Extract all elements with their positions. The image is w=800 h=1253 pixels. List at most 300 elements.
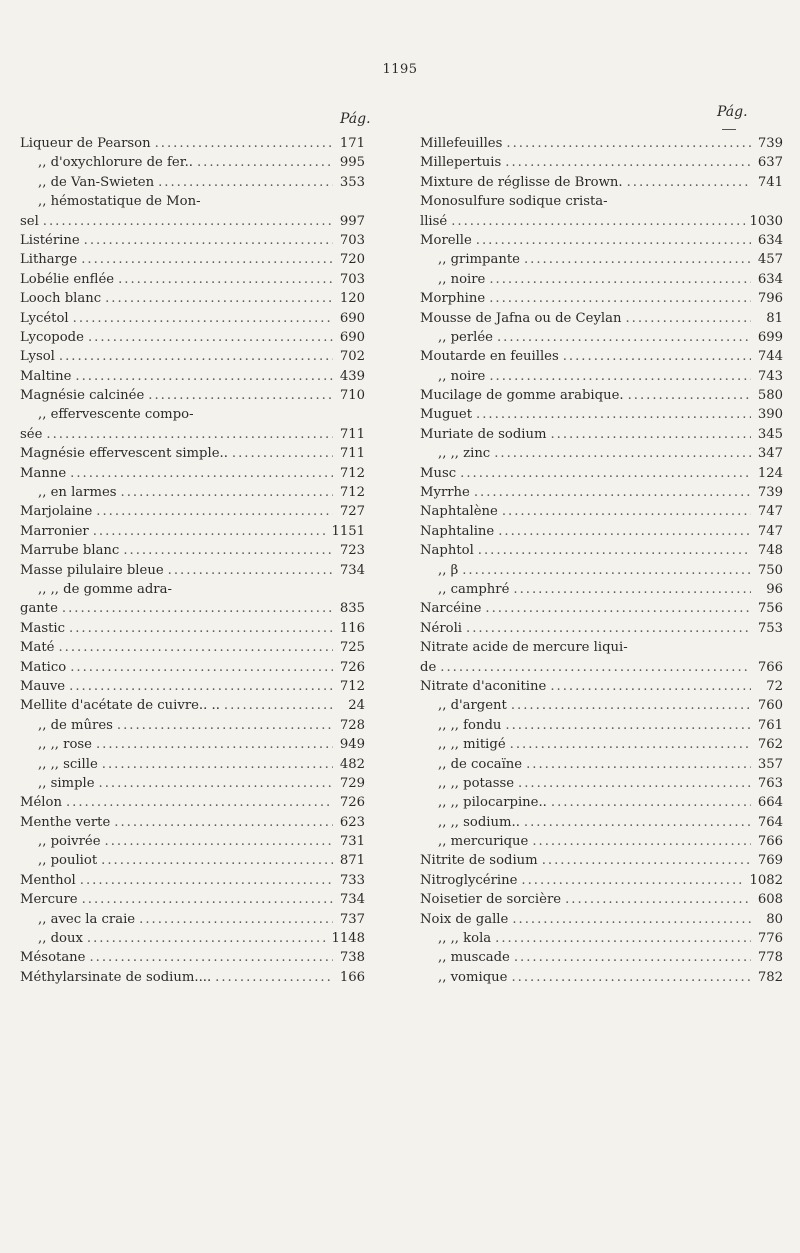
index-entry xyxy=(420,735,783,754)
index-entry xyxy=(420,212,783,231)
index-entry xyxy=(420,425,783,444)
entry-page-number: 664 xyxy=(757,795,783,811)
entry-page-number: 81 xyxy=(766,310,783,326)
index-entry xyxy=(420,716,783,735)
index-entry xyxy=(20,250,365,269)
dot-leader xyxy=(99,774,333,793)
index-entry xyxy=(20,813,365,832)
index-entry xyxy=(20,192,365,211)
index-entry xyxy=(420,231,783,250)
dot-leader xyxy=(158,173,333,192)
entry-page-number: 711 xyxy=(339,446,365,462)
index-entry xyxy=(20,231,365,250)
index-entry xyxy=(20,328,365,347)
entry-page-number: 1030 xyxy=(749,213,783,229)
dot-leader xyxy=(101,851,333,870)
header-rule xyxy=(722,129,736,130)
dot-leader xyxy=(505,153,751,172)
dot-leader xyxy=(476,405,751,424)
dot-leader xyxy=(148,386,333,405)
entry-label: Lycopode xyxy=(20,329,84,345)
dot-leader xyxy=(123,541,333,560)
index-entry xyxy=(20,599,365,618)
entry-page-number: 166 xyxy=(339,969,365,985)
entry-label: ,, camphré xyxy=(438,581,510,597)
index-entry xyxy=(420,153,783,172)
index-entry xyxy=(20,289,365,308)
entry-page-number: 738 xyxy=(339,950,365,966)
dot-leader xyxy=(489,270,751,289)
entry-page-number: 703 xyxy=(339,232,365,248)
entry-page-number: 835 xyxy=(339,601,365,617)
index-entry xyxy=(20,677,365,696)
entry-page-number: 739 xyxy=(757,485,783,501)
index-entry xyxy=(420,890,783,909)
entry-label: ,, hémostatique de Mon- xyxy=(38,194,201,210)
index-entry xyxy=(20,212,365,231)
entry-page-number: 782 xyxy=(757,969,783,985)
entry-page-number: 748 xyxy=(757,543,783,559)
entry-page-number: 726 xyxy=(339,659,365,675)
entry-page-number: 723 xyxy=(339,543,365,559)
index-entry xyxy=(20,890,365,909)
dot-leader xyxy=(460,464,751,483)
entry-page-number: 764 xyxy=(757,814,783,830)
index-entry xyxy=(420,134,783,153)
entry-label: ,, ,, de gomme adra- xyxy=(38,581,172,597)
dot-leader xyxy=(168,561,333,580)
entry-label: ,, d'argent xyxy=(438,698,507,714)
dot-leader xyxy=(485,599,751,618)
dot-leader xyxy=(197,153,333,172)
entry-page-number: 702 xyxy=(339,349,365,365)
dot-leader xyxy=(66,793,333,812)
dot-leader xyxy=(511,968,751,987)
dot-leader xyxy=(628,386,751,405)
index-entry xyxy=(420,871,783,890)
entry-label: ,, ,, fondu xyxy=(438,717,502,733)
entry-label: ,, β xyxy=(438,562,459,578)
index-entry xyxy=(420,270,783,289)
index-entry xyxy=(20,173,365,192)
entry-page-number: 733 xyxy=(339,872,365,888)
entry-page-number: 580 xyxy=(757,388,783,404)
entry-label: ,, pouliot xyxy=(38,853,98,869)
entry-label: ,, simple xyxy=(38,775,95,791)
index-entry xyxy=(420,522,783,541)
entry-label: sée xyxy=(20,426,43,442)
index-entry xyxy=(20,134,365,153)
entry-page-number: 457 xyxy=(757,252,783,268)
entry-page-number: 712 xyxy=(339,465,365,481)
index-entry xyxy=(420,502,783,521)
index-entry xyxy=(420,386,783,405)
index-entry xyxy=(420,405,783,424)
entry-page-number: 762 xyxy=(757,737,783,753)
entry-page-number: 634 xyxy=(757,232,783,248)
entry-label: Musc xyxy=(420,465,457,481)
entry-label: Mésotane xyxy=(20,950,86,966)
dot-leader xyxy=(81,250,333,269)
entry-page-number: 744 xyxy=(757,349,783,365)
index-entry xyxy=(420,755,783,774)
index-entry xyxy=(420,793,783,812)
dot-leader xyxy=(215,968,333,987)
entry-label: Lobélie enflée xyxy=(20,271,115,287)
entry-label: Millefeuilles xyxy=(420,136,503,151)
index-entry xyxy=(20,270,365,289)
dot-leader xyxy=(102,755,333,774)
entry-label: Naphtaline xyxy=(420,523,495,539)
entry-page-number: 24 xyxy=(348,698,365,714)
index-entry xyxy=(20,541,365,560)
entry-page-number: 634 xyxy=(757,271,783,287)
index-entry xyxy=(20,948,365,967)
index-entry xyxy=(20,464,365,483)
index-entry xyxy=(20,386,365,405)
entry-page-number: 776 xyxy=(757,931,783,947)
dot-leader xyxy=(224,696,333,715)
entry-label: Marronier xyxy=(20,523,89,539)
entry-page-number: 871 xyxy=(339,853,365,869)
dot-leader xyxy=(478,541,751,560)
index-entry xyxy=(420,658,783,677)
entry-page-number: 608 xyxy=(757,892,783,908)
entry-label: ,, ,, sodium.. xyxy=(438,814,520,830)
index-entry xyxy=(20,696,365,715)
dot-leader xyxy=(96,735,333,754)
entry-label: ,, ,, scille xyxy=(38,756,98,772)
index-entry xyxy=(420,309,783,328)
entry-page-number: 390 xyxy=(757,407,783,423)
entry-page-number: 747 xyxy=(757,504,783,520)
index-entry xyxy=(420,638,783,657)
left-index-column xyxy=(20,134,365,987)
index-entry xyxy=(420,832,783,851)
entry-label: Millepertuis xyxy=(420,155,502,171)
dot-leader xyxy=(489,367,751,386)
dot-leader xyxy=(551,793,751,812)
index-entry xyxy=(420,619,783,638)
dot-leader xyxy=(498,522,751,541)
entry-page-number: 703 xyxy=(339,271,365,287)
entry-page-number: 769 xyxy=(757,853,783,869)
dot-leader xyxy=(46,425,333,444)
index-entry xyxy=(420,173,783,192)
dot-leader xyxy=(466,619,751,638)
dot-leader xyxy=(114,813,333,832)
entry-label: ,, effervescente compo- xyxy=(38,407,194,423)
dot-leader xyxy=(550,425,751,444)
entry-page-number: 766 xyxy=(757,834,783,850)
entry-page-number: 439 xyxy=(339,368,365,384)
index-entry xyxy=(20,774,365,793)
index-entry xyxy=(20,832,365,851)
entry-label: ,, vomique xyxy=(438,969,508,985)
entry-page-number: 171 xyxy=(339,136,365,151)
entry-label: Naphtol xyxy=(420,543,474,559)
dot-leader xyxy=(513,580,751,599)
entry-label: Mercure xyxy=(20,892,78,908)
entry-page-number: 124 xyxy=(757,465,783,481)
index-entry xyxy=(420,813,783,832)
entry-label: ,, ,, zinc xyxy=(438,446,491,462)
entry-label: llisé xyxy=(420,213,448,229)
dot-leader xyxy=(627,173,751,192)
index-entry xyxy=(420,250,783,269)
entry-label: ,, perlée xyxy=(438,329,493,345)
right-column-header: Pág. xyxy=(717,104,748,120)
dot-leader xyxy=(70,464,333,483)
entry-label: ,, doux xyxy=(38,931,83,947)
entry-page-number: 737 xyxy=(339,911,365,927)
entry-page-number: 711 xyxy=(339,426,365,442)
dot-leader xyxy=(506,134,751,153)
dot-leader xyxy=(518,774,751,793)
dot-leader xyxy=(532,832,751,851)
dot-leader xyxy=(87,929,328,948)
dot-leader xyxy=(505,716,751,735)
dot-leader xyxy=(476,231,751,250)
entry-label: Marjolaine xyxy=(20,504,93,520)
entry-label: ,, noire xyxy=(438,368,486,384)
dot-leader xyxy=(58,638,333,657)
entry-label: Mélon xyxy=(20,795,62,811)
index-entry xyxy=(20,716,365,735)
dot-leader xyxy=(84,231,333,250)
dot-leader xyxy=(511,696,751,715)
dot-leader xyxy=(526,755,751,774)
entry-label: ,, ,, mitigé xyxy=(438,737,506,753)
index-entry xyxy=(20,638,365,657)
dot-leader xyxy=(512,910,751,929)
entry-label: Monosulfure sodique crista- xyxy=(420,194,608,210)
index-entry xyxy=(20,910,365,929)
index-entry xyxy=(420,561,783,580)
dot-leader xyxy=(73,309,333,328)
entry-label: Néroli xyxy=(420,620,463,636)
entry-label: Mixture de réglisse de Brown. xyxy=(420,174,623,190)
index-entry xyxy=(20,405,365,424)
dot-leader xyxy=(462,561,751,580)
index-entry xyxy=(420,599,783,618)
entry-page-number: 353 xyxy=(339,174,365,190)
entry-label: Menthe verte xyxy=(20,814,111,830)
right-index-column xyxy=(420,134,783,987)
index-entry xyxy=(20,619,365,638)
entry-page-number: 761 xyxy=(757,717,783,733)
dot-leader xyxy=(565,890,751,909)
index-entry xyxy=(420,464,783,483)
entry-label: Maté xyxy=(20,640,55,656)
entry-page-number: 482 xyxy=(339,756,365,772)
dot-leader xyxy=(155,134,333,153)
dot-leader xyxy=(117,716,333,735)
entry-page-number: 760 xyxy=(757,698,783,714)
entry-page-number: 743 xyxy=(757,368,783,384)
entry-page-number: 1148 xyxy=(331,931,365,947)
entry-page-number: 726 xyxy=(339,795,365,811)
dot-leader xyxy=(232,444,333,463)
entry-page-number: 727 xyxy=(339,504,365,520)
entry-page-number: 763 xyxy=(757,775,783,791)
index-entry xyxy=(20,561,365,580)
entry-label: ,, d'oxychlorure de fer.. xyxy=(38,155,193,171)
entry-label: Muriate de sodium xyxy=(420,426,547,442)
entry-label: Muguet xyxy=(420,407,473,423)
index-entry xyxy=(20,851,365,870)
dot-leader xyxy=(96,502,333,521)
entry-label: Mousse de Jafna ou de Ceylan xyxy=(420,310,622,326)
entry-page-number: 347 xyxy=(757,446,783,462)
dot-leader xyxy=(502,502,751,521)
dot-leader xyxy=(521,871,745,890)
index-entry xyxy=(20,309,365,328)
entry-page-number: 80 xyxy=(766,911,783,927)
dot-leader xyxy=(139,910,333,929)
entry-label: Nitrate d'aconitine xyxy=(420,678,547,694)
dot-leader xyxy=(75,367,333,386)
entry-label: ,, de Van-Swieten xyxy=(38,174,155,190)
entry-page-number: 120 xyxy=(339,291,365,307)
dot-leader xyxy=(89,948,333,967)
dot-leader xyxy=(474,483,751,502)
entry-page-number: 720 xyxy=(339,252,365,268)
dot-leader xyxy=(121,483,333,502)
entry-page-number: 712 xyxy=(339,678,365,694)
index-entry xyxy=(20,658,365,677)
entry-label: Listérine xyxy=(20,232,80,248)
index-entry xyxy=(420,774,783,793)
entry-label: sel xyxy=(20,213,39,229)
entry-label: ,, ,, rose xyxy=(38,737,92,753)
entry-page-number: 756 xyxy=(757,601,783,617)
entry-page-number: 637 xyxy=(757,155,783,171)
entry-label: Maltine xyxy=(20,368,72,384)
entry-page-number: 731 xyxy=(339,834,365,850)
entry-page-number: 96 xyxy=(766,581,783,597)
entry-page-number: 699 xyxy=(757,329,783,345)
dot-leader xyxy=(82,890,333,909)
index-entry xyxy=(420,968,783,987)
entry-page-number: 729 xyxy=(339,775,365,791)
dot-leader xyxy=(70,658,333,677)
entry-label: Nitrate acide de mercure liqui- xyxy=(420,640,628,656)
entry-label: de xyxy=(420,659,437,675)
index-entry xyxy=(420,483,783,502)
index-entry xyxy=(420,289,783,308)
dot-leader xyxy=(105,289,333,308)
entry-label: Mellite d'acétate de cuivre.. .. xyxy=(20,698,220,714)
index-entry xyxy=(20,968,365,987)
dot-leader xyxy=(542,851,751,870)
dot-leader xyxy=(550,677,751,696)
dot-leader xyxy=(62,599,333,618)
index-entry xyxy=(420,677,783,696)
entry-page-number: 712 xyxy=(339,485,365,501)
index-entry xyxy=(420,541,783,560)
entry-label: ,, muscade xyxy=(438,950,510,966)
entry-page-number: 1151 xyxy=(331,523,365,539)
dot-leader xyxy=(440,658,751,677)
entry-label: Narcéine xyxy=(420,601,482,617)
entry-label: Litharge xyxy=(20,252,78,268)
index-entry xyxy=(20,444,365,463)
entry-label: ,, poivrée xyxy=(38,834,101,850)
entry-label: Masse pilulaire bleue xyxy=(20,562,164,578)
entry-label: Nitrite de sodium xyxy=(420,853,538,869)
entry-label: Manne xyxy=(20,465,67,481)
dot-leader xyxy=(563,347,751,366)
entry-label: Naphtalène xyxy=(420,504,498,520)
dot-leader xyxy=(494,444,751,463)
entry-page-number: 710 xyxy=(339,388,365,404)
entry-label: ,, grimpante xyxy=(438,252,520,268)
entry-label: Morphine xyxy=(420,291,486,307)
entry-label: Lycétol xyxy=(20,310,69,326)
entry-label: ,, ,, pilocarpine.. xyxy=(438,795,547,811)
dot-leader xyxy=(497,328,751,347)
dot-leader xyxy=(524,813,751,832)
entry-page-number: 747 xyxy=(757,523,783,539)
entry-label: ,, mercurique xyxy=(438,834,529,850)
index-entry xyxy=(420,851,783,870)
entry-page-number: 753 xyxy=(757,620,783,636)
index-entry xyxy=(420,929,783,948)
entry-page-number: 734 xyxy=(339,562,365,578)
entry-label: ,, de cocaïne xyxy=(438,756,523,772)
entry-label: ,, ,, kola xyxy=(438,931,492,947)
entry-label: Magnésie effervescent simple.. xyxy=(20,446,228,462)
index-entry xyxy=(20,153,365,172)
dot-leader xyxy=(80,871,333,890)
entry-page-number: 116 xyxy=(339,620,365,636)
index-entry xyxy=(20,929,365,948)
entry-label: Mastic xyxy=(20,620,66,636)
dot-leader xyxy=(88,328,333,347)
index-entry xyxy=(420,948,783,967)
entry-page-number: 741 xyxy=(757,174,783,190)
dot-leader xyxy=(524,250,751,269)
dot-leader xyxy=(105,832,333,851)
entry-page-number: 796 xyxy=(757,291,783,307)
index-entry xyxy=(20,367,365,386)
dot-leader xyxy=(69,619,333,638)
entry-label: Morelle xyxy=(420,232,472,248)
entry-page-number: 690 xyxy=(339,329,365,345)
entry-page-number: 345 xyxy=(757,426,783,442)
entry-label: ,, avec la craie xyxy=(38,911,136,927)
entry-label: ,, ,, potasse xyxy=(438,775,515,791)
index-entry xyxy=(420,367,783,386)
dot-leader xyxy=(93,522,328,541)
index-entry xyxy=(420,580,783,599)
dot-leader xyxy=(69,677,333,696)
entry-page-number: 766 xyxy=(757,659,783,675)
entry-label: Marrube blanc xyxy=(20,543,120,559)
entry-label: gante xyxy=(20,601,58,617)
index-entry xyxy=(20,502,365,521)
entry-label: Noisetier de sorcière xyxy=(420,892,562,908)
left-column-header: Pág. xyxy=(340,111,371,127)
index-entry xyxy=(420,192,783,211)
entry-label: Mauve xyxy=(20,678,66,694)
dot-leader xyxy=(495,929,751,948)
entry-page-number: 623 xyxy=(339,814,365,830)
index-entry xyxy=(420,910,783,929)
entry-label: Lysol xyxy=(20,349,55,365)
entry-page-number: 739 xyxy=(757,136,783,151)
